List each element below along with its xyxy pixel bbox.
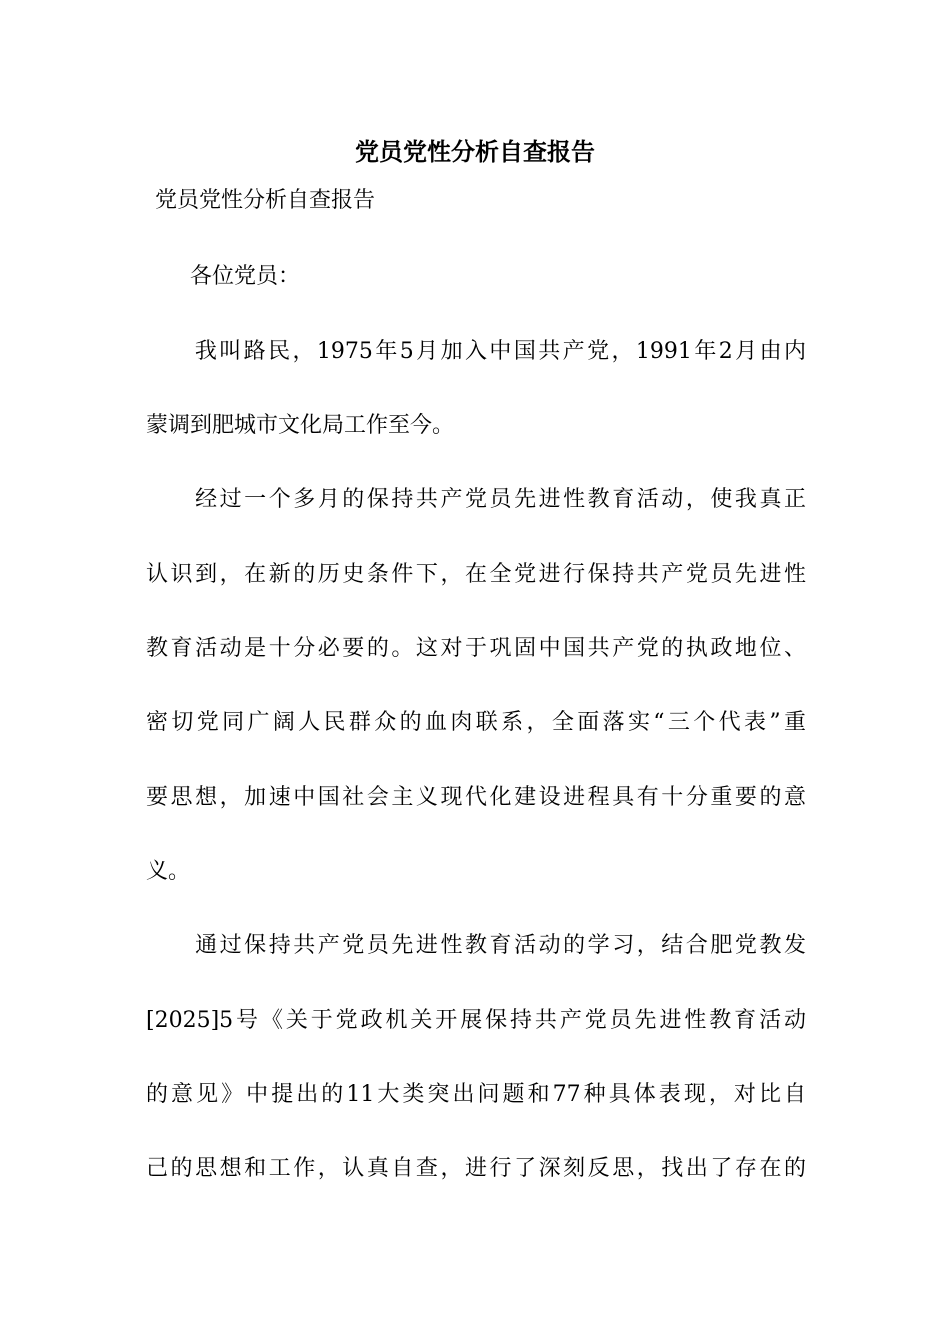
body-line: 己的思想和工作，认真自查，进行了深刻反思，找出了存在的 — [146, 1156, 806, 1181]
body-line: 蒙调到肥城市文化局工作至今。 — [146, 413, 455, 438]
body-line: 教育活动是十分必要的。这对于巩固中国共产党的执政地位、 — [146, 636, 806, 661]
body-line: 通过保持共产党员先进性教育活动的学习，结合肥党教发 — [146, 933, 806, 958]
document-subtitle: 党员党性分析自查报告 — [155, 188, 376, 213]
body-line: 义。 — [146, 859, 191, 884]
body-line: 的意见》中提出的11大类突出问题和77种具体表现，对比自 — [146, 1082, 806, 1107]
body-line: [2025]5号《关于党政机关开展保持共产党员先进性教育活动 — [146, 1008, 806, 1033]
body-line: 经过一个多月的保持共产党员先进性教育活动，使我真正 — [146, 487, 806, 512]
salutation-line: 各位党员： — [146, 264, 301, 289]
body-line: 认识到，在新的历史条件下，在全党进行保持共产党员先进性 — [146, 562, 806, 587]
document-title: 党员党性分析自查报告 — [355, 137, 595, 166]
body-line: 密切党同广阔人民群众的血肉联系，全面落实“三个代表”重 — [146, 710, 806, 735]
body-line: 我叫路民，1975年5月加入中国共产党，1991年2月由内 — [146, 339, 806, 364]
body-line: 要思想，加速中国社会主义现代化建设进程具有十分重要的意 — [146, 785, 806, 810]
